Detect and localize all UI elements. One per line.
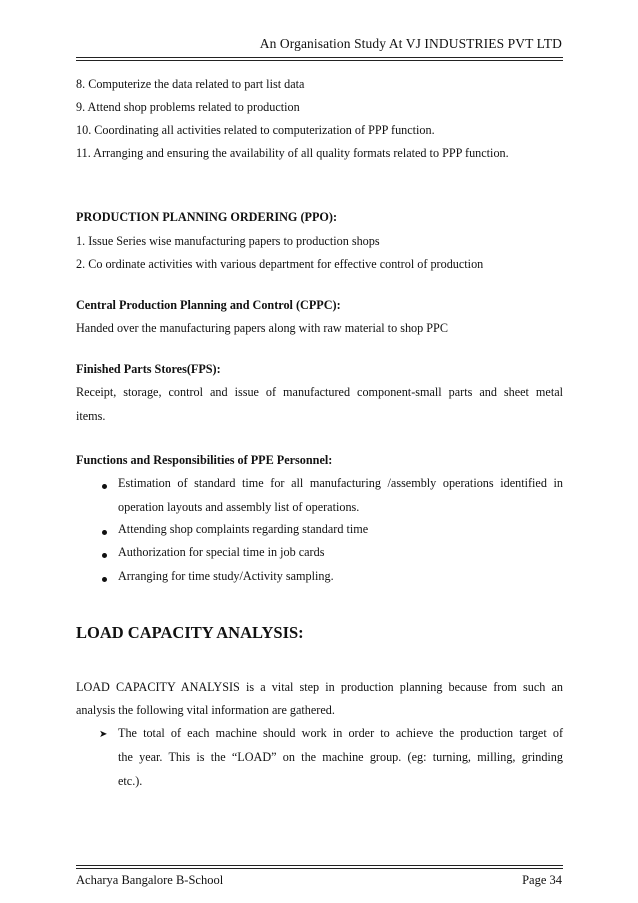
- section-heading-load: LOAD CAPACITY ANALYSIS:: [76, 623, 304, 642]
- list-item: 1. Issue Series wise manufacturing papers to production shops: [76, 234, 380, 248]
- list-item: 8. Computerize the data related to part list data: [76, 77, 305, 91]
- bullet-text: Authorization for special time in job cards: [118, 545, 325, 559]
- footer-rule: [76, 865, 563, 866]
- paragraph-line: LOAD CAPACITY ANALYSIS is a vital step in production planning because from such an: [76, 680, 563, 694]
- bullet-text: Arranging for time study/Activity sampling.: [118, 569, 334, 583]
- footer-rule-double: [76, 868, 563, 869]
- header-title: An Organisation Study At VJ INDUSTRIES PVT LTD: [259, 36, 562, 51]
- section-heading-fps: Finished Parts Stores(FPS):: [76, 362, 221, 376]
- bullet-icon: [102, 553, 107, 558]
- paragraph-line: analysis the following vital information are gathered.: [76, 703, 335, 717]
- arrow-bullet-text: the year. This is the “LOAD” on the machine group. (eg: turning, milling, grinding: [118, 750, 563, 764]
- paragraph-line: Receipt, storage, control and issue of manufactured component-small parts and sheet metal: [76, 385, 563, 399]
- footer-school-name: Acharya Bangalore B-School: [76, 873, 224, 887]
- bullet-icon: [102, 530, 107, 535]
- bullet-text: operation layouts and assembly list of operations.: [118, 500, 360, 514]
- paragraph-line: items.: [76, 409, 106, 423]
- list-item: 2. Co ordinate activities with various department for effective control of production: [76, 257, 484, 271]
- footer-page-number: Page 34: [522, 873, 562, 887]
- arrow-bullet-text: The total of each machine should work in order to achieve the production target of: [118, 726, 563, 740]
- bullet-icon: [102, 484, 107, 489]
- list-item: 11. Arranging and ensuring the availability of all quality formats related to PPP function.: [76, 146, 509, 160]
- list-item: 9. Attend shop problems related to production: [76, 100, 300, 114]
- list-item: 10. Coordinating all activities related to computerization of PPP function.: [76, 123, 435, 137]
- section-heading-ppo: PRODUCTION PLANNING ORDERING (PPO):: [76, 210, 338, 224]
- arrow-bullet-icon: ➤: [99, 729, 108, 740]
- arrow-bullet-text: etc.).: [118, 774, 143, 788]
- bullet-text: Attending shop complaints regarding standard time: [118, 522, 369, 536]
- section-heading-ppe: Functions and Responsibilities of PPE Personnel:: [76, 453, 333, 467]
- section-heading-cppc: Central Production Planning and Control (CPPC):: [76, 298, 341, 312]
- header-rule-double: [76, 60, 563, 61]
- bullet-icon: [102, 577, 107, 582]
- paragraph-text: Handed over the manufacturing papers along with raw material to shop PPC: [76, 321, 448, 335]
- header-rule: [76, 57, 563, 58]
- bullet-text: Estimation of standard time for all manufacturing /assembly operations identified in: [118, 476, 563, 490]
